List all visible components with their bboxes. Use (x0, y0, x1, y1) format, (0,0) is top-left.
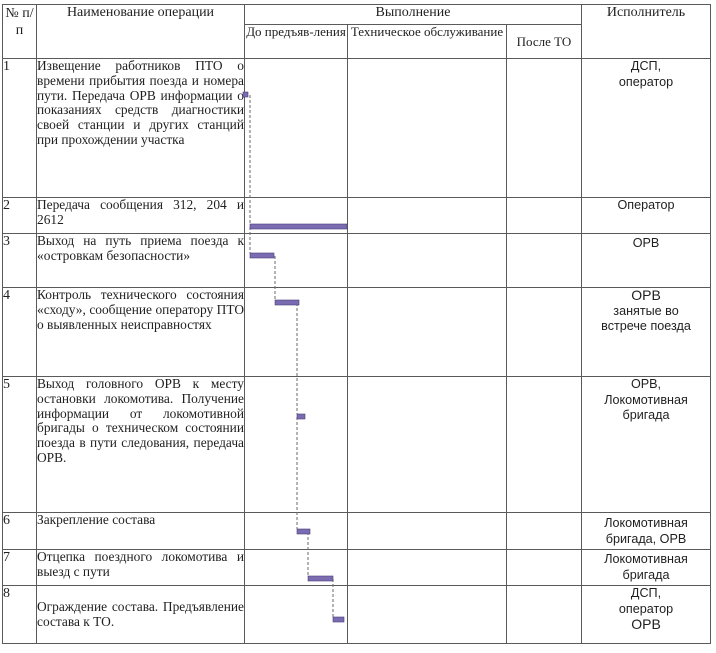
performer-line: занятые во (613, 303, 679, 318)
gantt-cell-before (245, 59, 348, 198)
header-num (3, 5, 37, 59)
gantt-cell-maintenance (348, 586, 507, 644)
performer-line: встрече поезда (601, 319, 691, 333)
gantt-cell-after (507, 288, 582, 377)
table-row (3, 234, 711, 288)
gantt-cell-maintenance (348, 59, 507, 198)
gantt-cell-maintenance (348, 550, 507, 586)
operation-text: Ограждение состава. Предъявление состава к ТО. (37, 586, 245, 644)
performer-line: оператор (618, 74, 674, 89)
gantt-cell-after (507, 586, 582, 644)
table-row (3, 288, 711, 377)
operations-table (2, 4, 711, 644)
performer-line: бригада, ОРВ (605, 531, 687, 546)
gantt-cell-before (245, 513, 348, 550)
header-execution: Выполнение (245, 5, 582, 25)
row-number: 3 (3, 234, 37, 288)
performer-cell (582, 550, 711, 586)
table-row (3, 377, 711, 513)
row-number: 6 (3, 513, 37, 550)
performer-cell (582, 586, 711, 644)
gantt-cell-maintenance (348, 234, 507, 288)
gantt-cell-maintenance (348, 377, 507, 513)
performer-line: Локомотивная (604, 552, 688, 566)
table-row (3, 198, 711, 234)
gantt-cell-before (245, 234, 348, 288)
row-number: 5 (3, 377, 37, 513)
gantt-cell-before (245, 198, 348, 234)
performer-line: ОРВ, (630, 377, 662, 391)
header-before: До предъяв-ления (245, 25, 348, 59)
gantt-cell-before (245, 586, 348, 644)
gantt-cell-after (507, 513, 582, 550)
performer-cell (582, 59, 711, 198)
header-maintenance: Техническое обслуживание (348, 25, 507, 59)
header-after: После ТО (507, 25, 582, 59)
table-row (3, 586, 711, 644)
gantt-cell-before (245, 377, 348, 513)
table-row (3, 513, 711, 550)
operation-text: Отцепка поездного локомотива и выезд с пути (37, 550, 245, 586)
gantt-cell-after (507, 234, 582, 288)
table-row (3, 550, 711, 586)
operation-text: Извещение работников ПТО о времени прибытия поезда и номера пути. Передача ОРВ информации о показаниях средств диагностики своей станции и других станций при прохождении участка (37, 59, 245, 198)
gantt-cell-after (507, 377, 582, 513)
performer-cell (582, 513, 711, 550)
performer-cell (582, 288, 711, 377)
gantt-cell-before (245, 550, 348, 586)
table-row (3, 59, 711, 198)
performer-line: ОРВ (632, 236, 660, 250)
row-number: 4 (3, 288, 37, 377)
row-number: 1 (3, 59, 37, 198)
performer-line: ОРВ (631, 616, 661, 632)
performer-line: ДСП, (630, 586, 662, 600)
gantt-cell-maintenance (348, 513, 507, 550)
operation-text: Выход на путь приема поезда к «островкам безопасности» (37, 234, 245, 288)
header-performer: Исполнитель (582, 5, 711, 59)
performer-cell (582, 377, 711, 513)
gantt-cell-maintenance (348, 198, 507, 234)
performer-cell (582, 198, 711, 234)
gantt-cell-before (245, 288, 348, 377)
gantt-cell-maintenance (348, 288, 507, 377)
performer-line: Оператор (617, 198, 675, 212)
operation-text: Передача сообщения 312, 204 и 2612 (37, 198, 245, 234)
operation-text: Закрепление состава (37, 513, 245, 550)
performer-cell (582, 234, 711, 288)
row-number: 8 (3, 586, 37, 644)
header-operation: Наименование операции (37, 5, 245, 59)
performer-line: Локомотивная (604, 516, 688, 530)
row-number: 2 (3, 198, 37, 234)
operation-text: Контроль технического состояния «сходу», сообщение оператору ПТО о выявленных неисправностях (37, 288, 245, 377)
gantt-cell-after (507, 550, 582, 586)
performer-line: ОРВ (631, 287, 661, 303)
gantt-cell-after (507, 198, 582, 234)
header-num-label: № п/п (5, 6, 34, 38)
row-number: 7 (3, 550, 37, 586)
gantt-cell-after (507, 59, 582, 198)
performer-line: оператор (618, 601, 674, 616)
performer-line: ДСП, (630, 59, 662, 73)
performer-line: бригада (622, 408, 670, 422)
performer-line: бригада (622, 567, 670, 582)
operation-text: Выход головного ОРВ к месту остановки локомотива. Получение информации от локомотивной бригады о техническом состоянии поезда в пути следования, передача ОРВ. (37, 377, 245, 513)
performer-line: Локомотивная (604, 392, 688, 407)
